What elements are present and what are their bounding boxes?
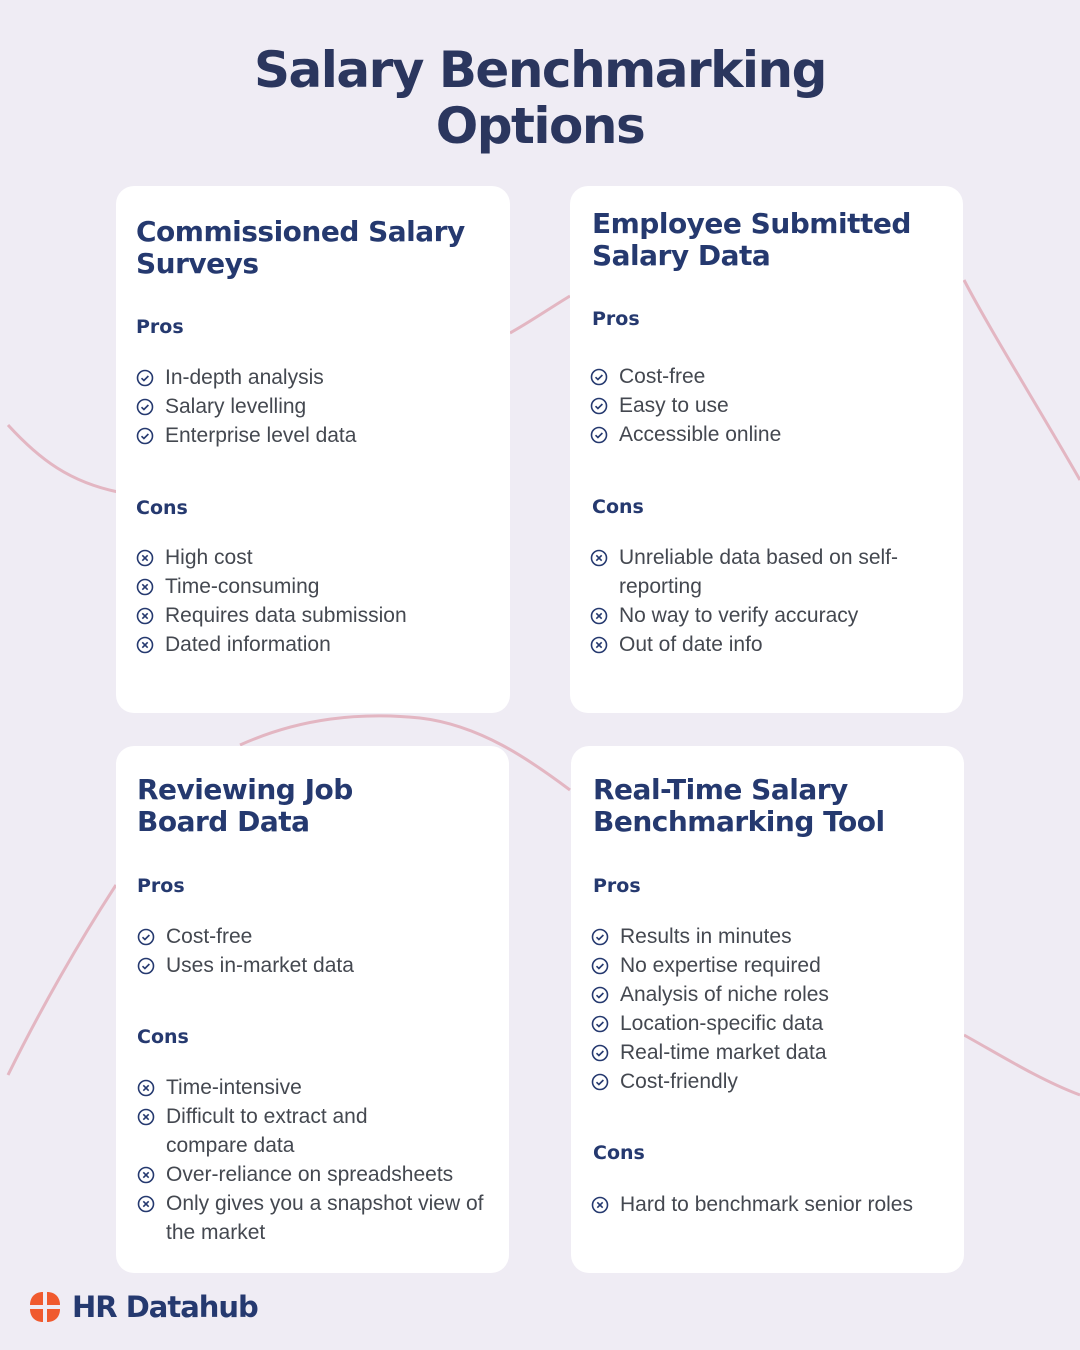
check-circle-icon	[591, 1044, 609, 1062]
check-circle-icon	[137, 957, 155, 975]
brand-logo	[28, 1290, 258, 1324]
list-item: In-depth analysis	[136, 363, 500, 392]
x-circle-icon	[137, 1166, 155, 1184]
check-circle-icon	[591, 1073, 609, 1091]
x-circle-icon	[137, 1108, 155, 1126]
x-circle-icon	[136, 607, 154, 625]
x-circle-icon	[136, 578, 154, 596]
four-petal-logo-icon	[28, 1290, 62, 1324]
cons-list	[590, 543, 923, 659]
list-item: Enterprise level data	[136, 421, 500, 450]
card-employee-submitted-salary-data	[570, 186, 963, 713]
pros-list	[136, 363, 500, 450]
list-item: No way to verify accuracy	[590, 601, 923, 630]
pros-list	[137, 922, 499, 980]
card-commissioned-salary-surveys	[116, 186, 510, 713]
x-circle-icon	[590, 607, 608, 625]
list-item: Over-reliance on spreadsheets	[137, 1160, 489, 1189]
pros-heading: Pros	[592, 308, 640, 330]
cons-heading: Cons	[137, 1026, 189, 1048]
x-circle-icon	[136, 549, 154, 567]
pros-heading: Pros	[593, 875, 641, 897]
x-circle-icon	[590, 636, 608, 654]
check-circle-icon	[590, 426, 608, 444]
check-circle-icon	[591, 986, 609, 1004]
list-item: Location-specific data	[591, 1009, 954, 1038]
list-item: Analysis of niche roles	[591, 980, 954, 1009]
page-title: Salary Benchmarking Options	[254, 41, 826, 155]
card-real-time-salary-benchmarking-tool	[571, 746, 964, 1273]
check-circle-icon	[137, 928, 155, 946]
list-item: Dated information	[136, 630, 500, 659]
x-circle-icon	[591, 1196, 609, 1214]
card-title: Real-Time Salary Benchmarking Tool	[593, 773, 885, 838]
list-item: Easy to use	[590, 391, 953, 420]
check-circle-icon	[591, 928, 609, 946]
check-circle-icon	[136, 398, 154, 416]
list-item: Cost-free	[590, 362, 953, 391]
brand-name: HR Datahub	[72, 1290, 258, 1324]
list-item: Time-consuming	[136, 572, 500, 601]
cons-list	[136, 543, 500, 659]
list-item: Requires data submission	[136, 601, 500, 630]
list-item: Accessible online	[590, 420, 953, 449]
list-item: Salary levelling	[136, 392, 500, 421]
list-item: Cost-free	[137, 922, 499, 951]
list-item: High cost	[136, 543, 500, 572]
check-circle-icon	[591, 957, 609, 975]
cons-heading: Cons	[136, 497, 188, 519]
x-circle-icon	[590, 549, 608, 567]
check-circle-icon	[136, 369, 154, 387]
list-item: Out of date info	[590, 630, 923, 659]
list-item: Real-time market data	[591, 1038, 954, 1067]
pros-list	[591, 922, 954, 1096]
card-title: Reviewing Job Board Data	[137, 773, 353, 838]
cons-heading: Cons	[593, 1142, 645, 1164]
pros-list	[590, 362, 953, 449]
x-circle-icon	[137, 1195, 155, 1213]
list-item: Unreliable data based on self-reporting	[590, 543, 923, 601]
cons-list	[591, 1190, 964, 1219]
x-circle-icon	[136, 636, 154, 654]
cons-list	[137, 1073, 489, 1247]
check-circle-icon	[136, 427, 154, 445]
list-item: Time-intensive	[137, 1073, 489, 1102]
x-circle-icon	[137, 1079, 155, 1097]
list-item: Difficult to extract and compare data	[137, 1102, 489, 1160]
list-item: Cost-friendly	[591, 1067, 954, 1096]
cons-heading: Cons	[592, 496, 644, 518]
card-reviewing-job-board-data	[116, 746, 509, 1273]
pros-heading: Pros	[136, 316, 184, 338]
pros-heading: Pros	[137, 875, 185, 897]
card-title: Commissioned Salary Surveys	[136, 215, 465, 280]
list-item: Hard to benchmark senior roles	[591, 1190, 964, 1219]
check-circle-icon	[590, 368, 608, 386]
card-title: Employee Submitted Salary Data	[592, 207, 911, 272]
check-circle-icon	[591, 1015, 609, 1033]
list-item: Only gives you a snapshot view of the market	[137, 1189, 489, 1247]
check-circle-icon	[590, 397, 608, 415]
list-item: No expertise required	[591, 951, 954, 980]
list-item: Results in minutes	[591, 922, 954, 951]
list-item: Uses in-market data	[137, 951, 499, 980]
